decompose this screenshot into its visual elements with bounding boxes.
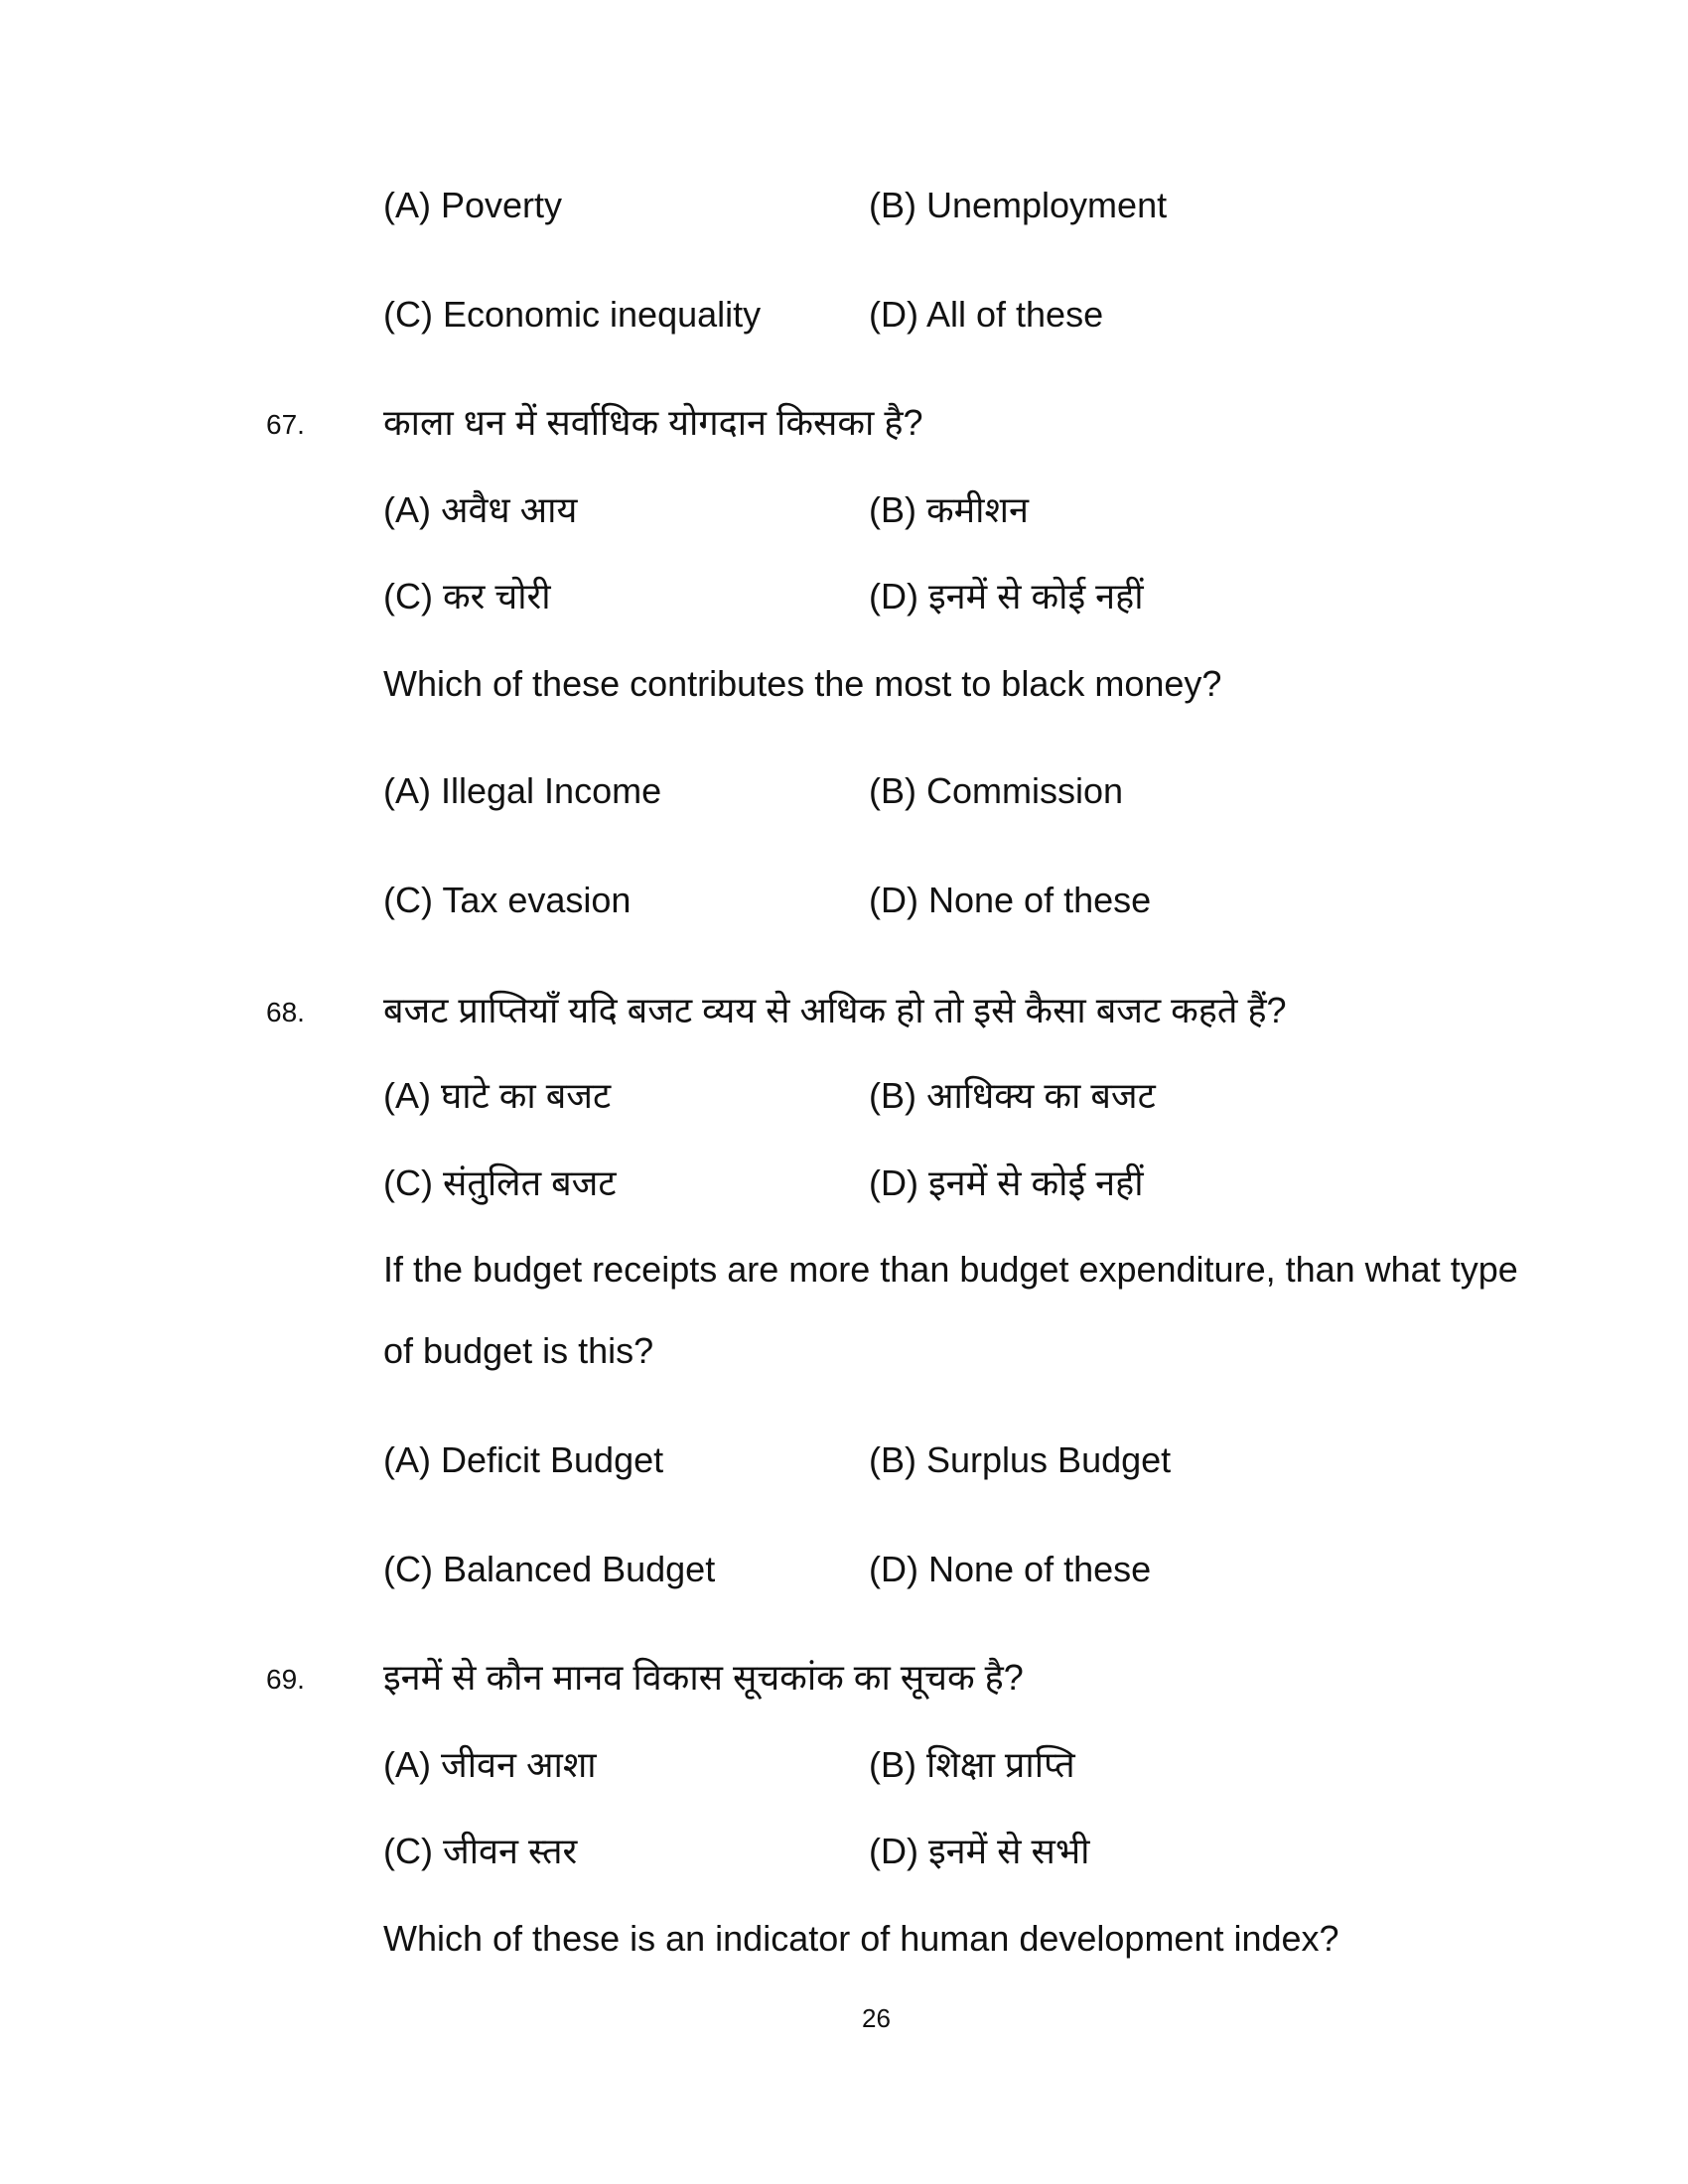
hindi-option-c: (C) कर चोरी <box>383 576 551 616</box>
hindi-option-d: (D) इनमें से कोई नहीं <box>869 576 1144 616</box>
hindi-option-b: (B) आधिक्य का बजट <box>869 1075 1156 1116</box>
english-question-line1: If the budget receipts are more than budget expenditure, than what type <box>383 1249 1518 1290</box>
english-option-b: (B) Surplus Budget <box>869 1439 1172 1480</box>
hindi-option-a: (A) घाटे का बजट <box>383 1075 612 1116</box>
page-number: 26 <box>862 2003 891 2033</box>
hindi-option-b: (B) शिक्षा प्राप्ति <box>869 1744 1075 1785</box>
hindi-question: इनमें से कौन मानव विकास सूचकांक का सूचक है? <box>383 1657 1024 1698</box>
question-number: 68. <box>266 997 305 1027</box>
hindi-option-c: (C) संतुलित बजट <box>383 1162 617 1203</box>
q66-option-d: (D) All of these <box>869 294 1104 335</box>
hindi-option-a: (A) जीवन आशा <box>383 1744 597 1785</box>
q66-option-c: (C) Economic inequality <box>383 294 762 335</box>
english-option-c: (C) Balanced Budget <box>383 1549 716 1589</box>
hindi-question: काला धन में सर्वाधिक योगदान किसका है? <box>383 402 923 443</box>
hindi-option-d: (D) इनमें से सभी <box>869 1831 1090 1871</box>
english-option-b: (B) Commission <box>869 770 1124 811</box>
question-number: 69. <box>266 1664 305 1695</box>
english-option-a: (A) Deficit Budget <box>383 1439 664 1480</box>
hindi-option-c: (C) जीवन स्तर <box>383 1831 578 1871</box>
hindi-question: बजट प्राप्तियाँ यदि बजट व्यय से अधिक हो तो इसे कैसा बजट कहते हैं? <box>383 990 1287 1030</box>
english-option-c: (C) Tax evasion <box>383 880 632 920</box>
hindi-option-b: (B) कमीशन <box>869 489 1029 530</box>
english-option-d: (D) None of these <box>869 880 1152 920</box>
q66-option-b: (B) Unemployment <box>869 185 1168 225</box>
q66-option-a: (A) Poverty <box>383 185 563 225</box>
question-number: 67. <box>266 409 305 440</box>
english-question: Which of these contributes the most to black money? <box>383 663 1222 704</box>
hindi-option-d: (D) इनमें से कोई नहीं <box>869 1162 1144 1203</box>
hindi-option-a: (A) अवैध आय <box>383 489 578 530</box>
english-option-a: (A) Illegal Income <box>383 770 662 811</box>
english-question-line2: of budget is this? <box>383 1330 654 1371</box>
english-question: Which of these is an indicator of human development index? <box>383 1918 1339 1959</box>
english-option-d: (D) None of these <box>869 1549 1152 1589</box>
